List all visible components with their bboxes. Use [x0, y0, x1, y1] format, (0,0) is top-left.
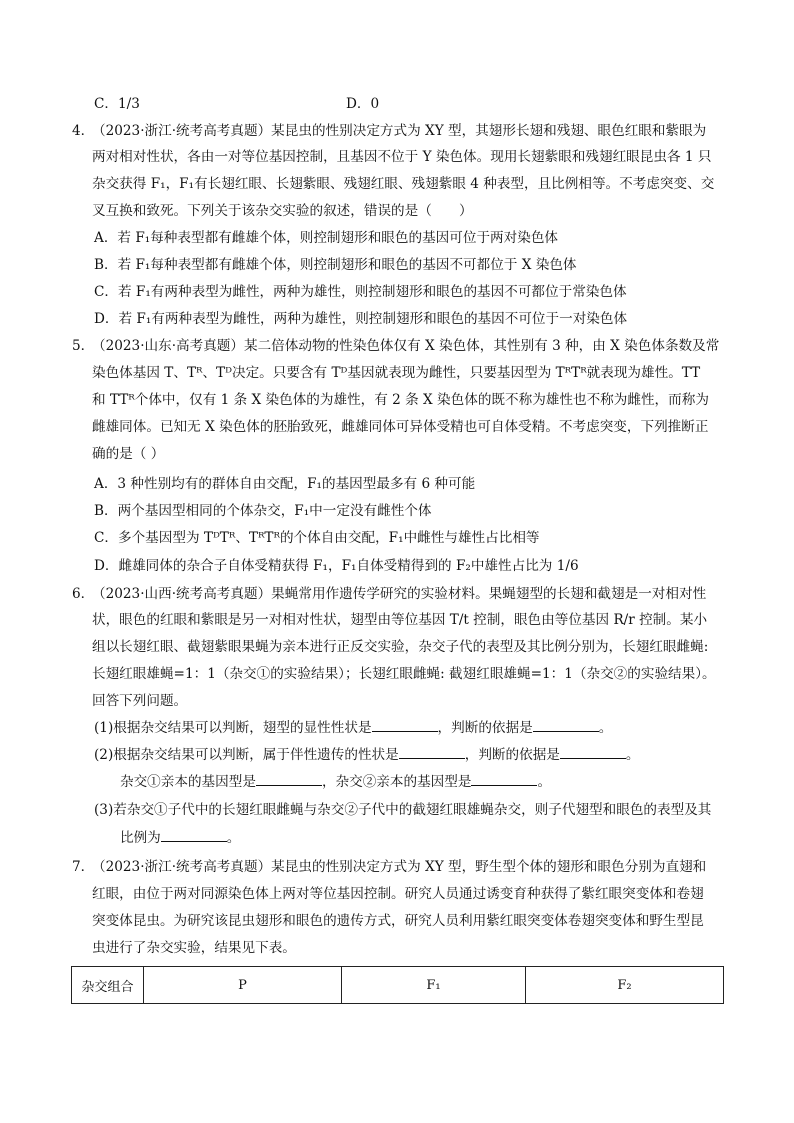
period: 。 [537, 774, 552, 790]
q7-stem-line-3: 突变体昆虫。为研究该昆虫翅形和眼色的遗传方式，研究人员利用紫红眼突变体卷翅突变体和野生型昆 [92, 913, 704, 929]
period: 。 [226, 830, 241, 846]
cross-results-table [71, 966, 724, 1004]
q6-sub2c-text-a: 杂交①亲本的基因型是 [120, 774, 256, 790]
question-number-6: 6． [72, 586, 95, 602]
q6-sub2c-text-b: ，杂交②亲本的基因型是 [321, 774, 472, 790]
q6-subquestion-3: (3)若杂交①子代中的长翅红眼雌蝇与杂交②子代中的截翅红眼雄蝇杂交，则子代翅型和眼色的表型及其 [94, 802, 712, 818]
q6-sub2-text-a: (2)根据杂交结果可以判断，属于伴性遗传的性状是 [94, 747, 399, 763]
question-number-4: 4． [72, 123, 95, 139]
question-number-5: 5． [72, 338, 95, 354]
q4-option-a: A．若 F₁每种表型都有雌雄个体，则控制翅形和眼色的基因可位于两对染色体 [94, 230, 559, 246]
q5-option-b: B．两个基因型相同的个体杂交，F₁中一定没有雌性个体 [94, 503, 432, 519]
q4-option-d: D．若 F₁有两种表型为雌性，两种为雄性，则控制翅形和眼色的基因不可位于一对染色体 [94, 311, 628, 327]
q4-stem-line-4: 叉互换和致死。下列关于该杂交实验的叙述，错误的是（ ） [92, 203, 473, 219]
q4-option-b: B．若 F₁每种表型都有雌雄个体，则控制翅形和眼色的基因不可都位于 X 染色体 [94, 257, 577, 273]
q6-sub1-text-a: (1)根据杂交结果可以判断，翅型的显性性状是 [94, 720, 372, 736]
q6-stem-line-1: （2023·山西·统考高考真题）果蝇常用作遗传学研究的实验材料。果蝇翅型的长翅和截翅是一对相对性 [92, 586, 707, 602]
q6-subquestion-3-continued [120, 828, 240, 848]
answer-blank[interactable] [533, 719, 599, 732]
answer-blank[interactable] [560, 746, 626, 759]
q7-stem-line-4: 虫进行了杂交实验，结果见下表。 [92, 940, 296, 956]
q6-subquestion-1 [94, 718, 612, 738]
table-header-p: P [144, 967, 342, 1004]
question-number-7: 7． [72, 859, 95, 875]
q4-stem-line-3: 杂交获得 F₁，F₁有长翅红眼、长翅紫眼、残翅红眼、残翅紫眼 4 种表型，且比例相等。不考虑突变、交 [92, 176, 715, 192]
q5-stem-line-3: 和 TTᴿ个体中，仅有 1 条 X 染色体的为雄性，有 2 条 X 染色体的既不称为雄性也不称为雌性，而称为 [92, 392, 709, 408]
answer-blank[interactable] [399, 746, 465, 759]
q5-option-d: D．雌雄同体的杂合子自体受精获得 F₁，F₁自体受精得到的 F₂中雄性占比为 1/6 [94, 558, 579, 574]
q5-stem-line-1: （2023·山东·高考真题）某二倍体动物的性染色体仅有 X 染色体，其性别有 3 种，由 X 染色体条数及常 [92, 338, 720, 354]
period: 。 [625, 747, 640, 763]
q6-sub3-text-b: 比例为 [120, 830, 161, 846]
q6-stem-line-4: 长翅红眼雄蝇=1：1（杂交①的实验结果）；长翅红眼雌蝇: 截翅红眼雄蝇=1：1（杂交②的实验结果）。 [92, 666, 716, 682]
q6-stem-line-3: 组以长翅红眼、截翅紫眼果蝇为亲本进行正反交实验，杂交子代的表型及其比例分别为，长翅红眼雌蝇: [92, 639, 709, 655]
period: 。 [598, 720, 613, 736]
table-header-cross-combination: 杂交组合 [72, 967, 144, 1004]
q5-stem-line-4: 雌雄同体。已知无 X 染色体的胚胎致死，雌雄同体可异体受精也可自体受精。不考虑突变，下列推断正 [92, 419, 709, 435]
q6-subquestion-2 [94, 745, 639, 765]
answer-blank[interactable] [471, 773, 537, 786]
q6-sub2-text-b: ，判断的依据是 [464, 747, 560, 763]
table-header-f1: F₁ [342, 967, 526, 1004]
q5-option-c: C．多个基因型为 TᴰTᴿ、TᴿTᴿ的个体自由交配，F₁中雌性与雄性占比相等 [94, 530, 540, 546]
answer-blank[interactable] [256, 773, 322, 786]
q6-sub1-text-b: ，判断的依据是 [437, 720, 533, 736]
q7-stem-line-2: 红眼，由位于两对同源染色体上两对等位基因控制。研究人员通过诱变育种获得了紫红眼突变体和卷翅 [92, 886, 704, 902]
q4-stem-line-2: 两对相对性状，各由一对等位基因控制，且基因不位于 Y 染色体。现用长翅紫眼和残翅红眼昆虫各 1 只 [92, 149, 712, 165]
q6-stem-line-5: 回答下列问题。 [92, 693, 188, 709]
table-header-row [72, 967, 724, 1004]
answer-blank[interactable] [372, 719, 438, 732]
option-d: D．0 [346, 96, 380, 112]
q4-option-c: C．若 F₁有两种表型为雌性，两种为雄性，则控制翅形和眼色的基因不可都位于常染色体 [94, 284, 627, 300]
q5-stem-line-5: 确的是（ ） [92, 446, 165, 462]
q7-stem-line-1: （2023·浙江·统考高考真题）某昆虫的性别决定方式为 XY 型，野生型个体的翅形和眼色分别为直翅和 [92, 859, 707, 875]
q6-subquestion-2-continued [120, 772, 551, 792]
q4-stem-line-1: （2023·浙江·统考高考真题）某昆虫的性别决定方式为 XY 型，其翅形长翅和残翅、眼色红眼和紫眼为 [92, 123, 707, 139]
answer-blank[interactable] [161, 829, 227, 842]
q6-stem-line-2: 状，眼色的红眼和紫眼是另一对相对性状，翅型由等位基因 T/t 控制，眼色由等位基因 R/r 控制。某小 [92, 612, 708, 628]
table-header-f2: F₂ [526, 967, 724, 1004]
q5-option-a: A．3 种性别均有的群体自由交配，F₁的基因型最多有 6 种可能 [94, 476, 476, 492]
q5-stem-line-2: 染色体基因 T、Tᴿ、Tᴰ决定。只要含有 Tᴰ基因就表现为雌性，只要基因型为 TᴿTᴿ就表现为雄性。TT [92, 365, 701, 381]
option-c: C．1/3 [94, 96, 140, 112]
